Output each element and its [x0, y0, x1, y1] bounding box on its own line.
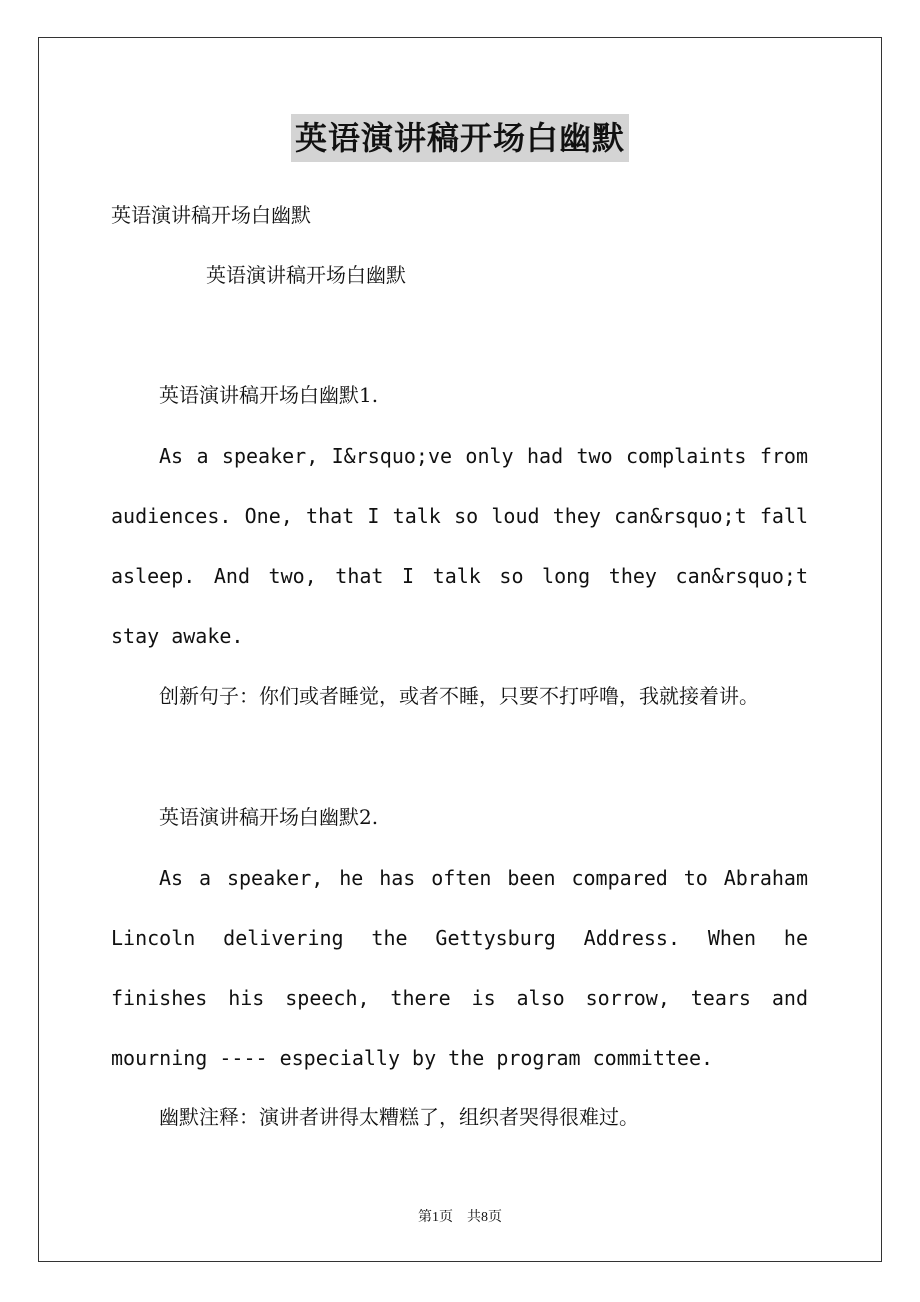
section-1-english-paragraph: As a speaker, I&rsquo;ve only had two complaints from audiences. One, that I talk so loud they can&rsquo;t fall asleep. And two, that I talk so long they can&rsquo;t stay awake. — [111, 444, 808, 648]
section-2-english-paragraph: As a speaker, he has often been compared to Abraham Lincoln delivering the Gettysburg Address. When he finishes his speech, there is also sorrow, tears and mourning ---- especially by the program committee. — [111, 866, 808, 1070]
document-title: 英语演讲稿开场白幽默 — [291, 114, 629, 162]
section-1-heading: 英语演讲稿开场白幽默1. — [159, 383, 379, 407]
section-2-chinese-paragraph: 幽默注释：演讲者讲得太糟糕了，组织者哭得很难过。 — [159, 1105, 639, 1129]
subtitle-line-1: 英语演讲稿开场白幽默 — [111, 203, 311, 227]
subtitle-line-2: 英语演讲稿开场白幽默 — [206, 263, 406, 287]
section-1-chinese-paragraph: 创新句子：你们或者睡觉，或者不睡，只要不打呼噜，我就接着讲。 — [159, 684, 759, 708]
page-footer: 第1页 共8页 — [418, 1210, 502, 1225]
section-2-heading: 英语演讲稿开场白幽默2. — [159, 805, 379, 829]
title-area — [0, 114, 920, 162]
